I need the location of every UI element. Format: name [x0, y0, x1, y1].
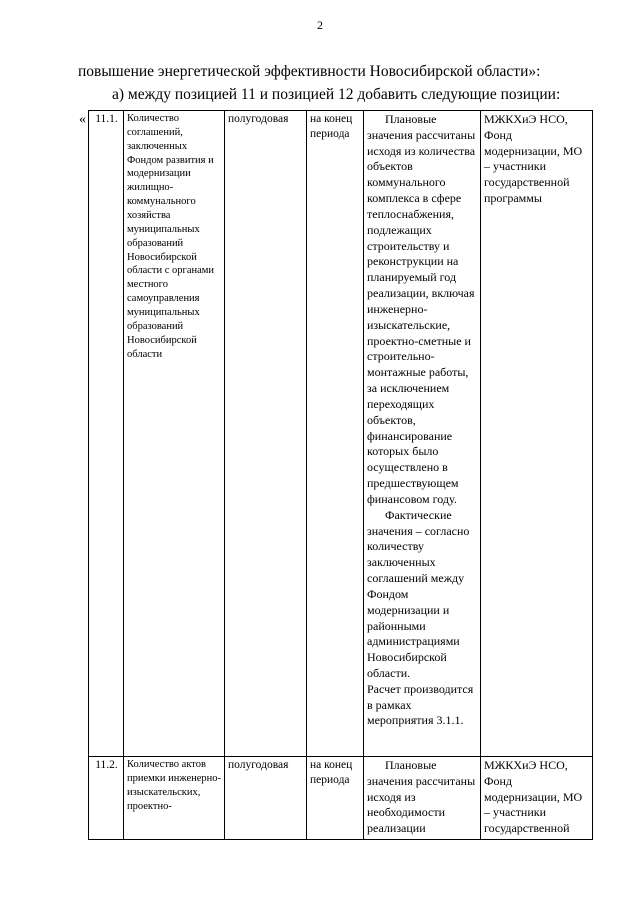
frequency: полугодовая — [225, 111, 307, 757]
method-planned: Плановые значения рассчитаны исходя из необходимости реализации — [367, 758, 476, 836]
open-quote: « — [79, 112, 86, 127]
calculation-method — [364, 757, 481, 840]
method-actual: Фактические значения – согласно количеству заключенных соглашений между Фондом модернизации и районными администрациями Новосибирской области. — [367, 507, 470, 680]
position-number: 11.1. — [89, 111, 124, 757]
period: на конец периода — [307, 757, 364, 840]
indicator-name: Количество актов приемки инженерно-изыскательских, проектно- — [124, 757, 225, 840]
responsible: МЖКХиЭ НСО, Фонд модернизации, МО – участники государственной программы — [481, 111, 593, 757]
table-row — [89, 111, 593, 757]
intro-line-1: повышение энергетической эффективности Новосибирской области»: — [78, 63, 541, 80]
calculation-method — [364, 111, 481, 757]
indicator-name: Количество соглашений, заключенных Фондом развития и модернизации жилищно-коммунального хозяйства муниципальных образований Новосибирской области с органами местного самоуправления муниципальных образований Новосибирской области — [124, 111, 225, 757]
intro-line-2: а) между позицией 11 и позицией 12 добавить следующие позиции: — [112, 86, 561, 103]
responsible: МЖКХиЭ НСО, Фонд модернизации, МО – участники государственной — [481, 757, 593, 840]
position-number: 11.2. — [89, 757, 124, 840]
positions-table — [88, 110, 593, 840]
frequency: полугодовая — [225, 757, 307, 840]
page-number: 2 — [317, 18, 323, 32]
method-planned: Плановые значения рассчитаны исходя из количества объектов коммунального комплекса в сфере теплоснабжения, подлежащих строительству и реконструкции на планируемый год реализации, включая инженерно-изыскательские, проектно-сметные и строительно-монтажные работы, за исключением переходящих объектов, финансирование которых было осуществлено в предшествующем финансовом году. — [367, 112, 476, 506]
table-row — [89, 757, 593, 840]
method-calc: Расчет производится в рамках мероприятия 3.1.1. — [367, 681, 474, 728]
period: на конец периода — [307, 111, 364, 757]
